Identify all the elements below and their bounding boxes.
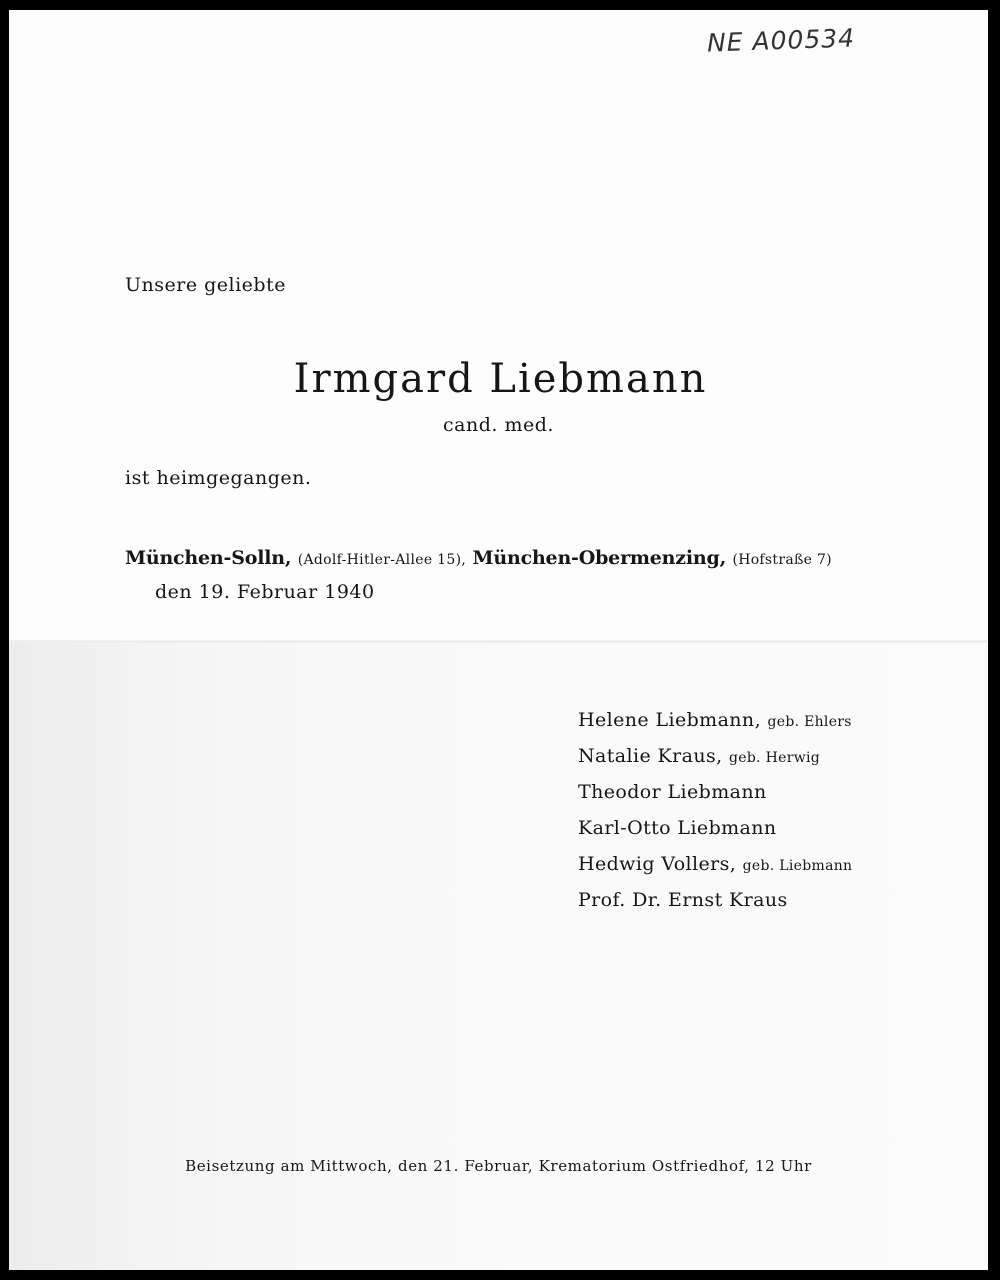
archive-number: NE A00534 [706,23,856,58]
mourner-name: Helene Liebmann, [578,709,762,731]
notice-date: den 19. Februar 1940 [155,581,375,603]
deceased-title: cand. med. [443,414,554,436]
address-solln: (Adolf-Hitler-Allee 15), [297,552,467,568]
mourner-name: Karl-Otto Liebmann [578,817,777,839]
mourner-entry [578,744,852,780]
intro-text: Unsere geliebte [125,274,286,296]
mourner-entry [578,852,852,888]
mourner-note: geb. Liebmann [742,858,853,874]
address-obermenzing: (Hofstraße 7) [732,552,832,568]
mourner-note: geb. Ehlers [767,714,852,730]
mourner-name: Prof. Dr. Ernst Kraus [578,889,788,911]
funeral-info: Beisetzung am Mittwoch, den 21. Februar, Krematorium Ostfriedhof, 12 Uhr [185,1157,812,1175]
deceased-name: Irmgard Liebmann [293,356,708,402]
place-solln: München-Solln, [125,547,292,569]
mourner-entry [578,816,852,852]
mourner-name: Hedwig Vollers, [578,853,737,875]
outro-text: ist heimgegangen. [125,467,312,489]
mourner-note: geb. Herwig [729,750,821,766]
place-line [125,547,832,569]
mourner-entry [578,888,852,924]
mourners-list [578,708,852,924]
death-notice-card [9,10,988,1270]
paper-fold-line [9,640,988,643]
mourner-name: Natalie Kraus, [578,745,723,767]
mourner-entry [578,708,852,744]
mourner-name: Theodor Liebmann [578,781,767,803]
place-obermenzing: München-Obermenzing, [472,547,727,569]
mourner-entry [578,780,852,816]
